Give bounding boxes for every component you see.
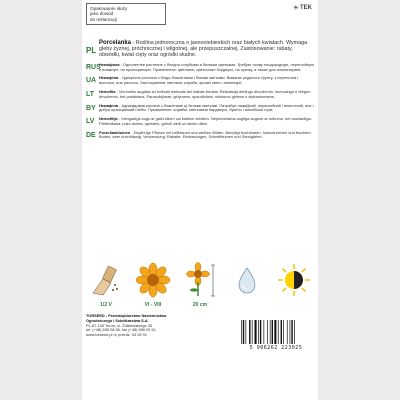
plant-name: Porcelanka xyxy=(99,40,132,46)
plant-name: Немафіла xyxy=(99,102,119,108)
lang-block-de xyxy=(86,131,314,140)
note-line: do reklamacji xyxy=(90,16,118,22)
company-extra: nr przedz. 04 05 91 xyxy=(113,332,148,338)
description: - Roślina jednoroczna o jasnoniebieskich oraz białych kwiatach. Wymaga gleby żyznej, próchnicznej i wilgotnej, ale przepuszczalnej. Zastosowanie: rabaty, obwódki, kwiat cięty oraz ogródki skalne. xyxy=(99,40,308,59)
note-line: jako dowód xyxy=(90,11,114,17)
lang-block-ua xyxy=(86,76,314,85)
sun-logo-icon: ☀ xyxy=(292,5,299,12)
description: - Однорічна рослина з блідо-блакитними і білими квітками. Вимагає родючого ґрунту, з перегноєм і вологою, але рихлого. Застосування: квітники, клумби, зрізані квіти і альпінарії. xyxy=(99,75,299,86)
lang-code: RUS xyxy=(86,63,101,71)
company-website: www.torseed.pl xyxy=(86,332,113,338)
lang-code: PL xyxy=(86,46,97,55)
company-name-2: Ogrodniczego i Szkółkarstwa S.A. xyxy=(86,317,149,323)
description: - Аднагадовая расліна з блакітнымі ці белымі кветкамі. Патрабуе пажыўнай, перагнойнай і вільготнай, але і добра праніцаемай глебы. Прымяненне: клумбы, кветкавыя бардзюры, букеты і альпійскія горкі. xyxy=(99,102,314,113)
plant-height-icon xyxy=(182,262,218,298)
lang-code: UA xyxy=(86,77,97,85)
brand-name: TEK xyxy=(300,5,312,11)
lang-block-by xyxy=(86,104,314,113)
flowering-label: VI - VIII xyxy=(144,302,162,308)
lang-text xyxy=(99,63,314,72)
lang-text xyxy=(99,40,314,59)
seed-packet-back xyxy=(82,0,318,400)
lang-code: LT xyxy=(86,90,95,98)
lang-code: BY xyxy=(86,104,96,112)
icon-labels xyxy=(88,302,312,308)
sun-shade-icon xyxy=(276,262,312,298)
flower-calendar-icon xyxy=(135,262,171,298)
company-address: PL-87-100 Toruń, ul. Żółkiewskiego 35 xyxy=(86,322,153,328)
lang-text xyxy=(99,131,314,140)
description: - Viengadīgs augs ar gaiši ziliem vai baltiem ziediem. Nepieciešama auglīga augsne ar mitrumu, bet caurlaidīga. Pielietošana: puķu dobes, apmales, griezti ziedi un klinšu dārzi. xyxy=(99,116,312,126)
lang-text xyxy=(99,104,314,113)
lang-block-lt xyxy=(86,90,314,99)
description: - Einjährige Pflanze mit hellblauen und weißen Blüten. Benötigt fruchtbaren, humusreichen und feuchten Boden, aber durchlässig. Verwendung: Rabatte, Einfassungen, Schnittblumen und Steingärten. xyxy=(99,129,311,140)
lang-block-pl xyxy=(86,40,314,59)
lang-text xyxy=(99,117,314,126)
water-label xyxy=(229,302,265,308)
plant-name: Porzellanblumen xyxy=(99,129,131,135)
sowing-label: 1/2 V xyxy=(100,302,112,308)
barcode-number: 5 906262 223025 xyxy=(249,345,303,351)
complaint-note xyxy=(86,3,166,25)
watering-icon xyxy=(229,262,265,298)
note-line: Opakowanie służy xyxy=(90,6,128,11)
lang-code: DE xyxy=(86,131,96,139)
plant-name: Nemofilija xyxy=(99,116,118,122)
company-phone: tel. (+48) 655 08 56, fax (+48) 656 09 51 xyxy=(86,327,156,333)
brand-logo xyxy=(293,4,312,12)
company-name: TORSEED - Przedsiębiorstwo Nasiennictwa xyxy=(86,313,167,318)
plant-name: Немофила xyxy=(99,61,120,67)
plant-name: Nemofila xyxy=(99,88,116,94)
lang-text xyxy=(99,90,314,99)
sun-label xyxy=(276,302,312,308)
barcode xyxy=(240,320,312,344)
description: - Vienmetis augalas su šviesiai melsvais bei baltais žiedais. Reikalauja derlingo dirvožemio, humusingo ir drėgno dirvožemio, bet pralaidaus. Panaudojimas: gėlynams, apsodinimui, skintoms gėlėms ir alpinariumams. xyxy=(99,88,311,99)
lang-block-lv xyxy=(86,117,314,126)
language-descriptions xyxy=(86,40,314,144)
lang-text xyxy=(99,76,314,85)
sowing-hand-icon xyxy=(88,262,124,298)
lang-code: LV xyxy=(86,118,95,126)
lang-block-rus xyxy=(86,63,314,72)
height-label: 20 cm xyxy=(192,302,208,308)
plant-name: Немофіла xyxy=(99,75,119,81)
description: - Однолетнее растение с бледно-голубыми и белыми цветками. Требует почву плодородную, перегнойную и влажную, но проницаемую. Применение: цветники, цветочные бордюры, на срезку, а также для альпинариев. xyxy=(99,61,315,72)
